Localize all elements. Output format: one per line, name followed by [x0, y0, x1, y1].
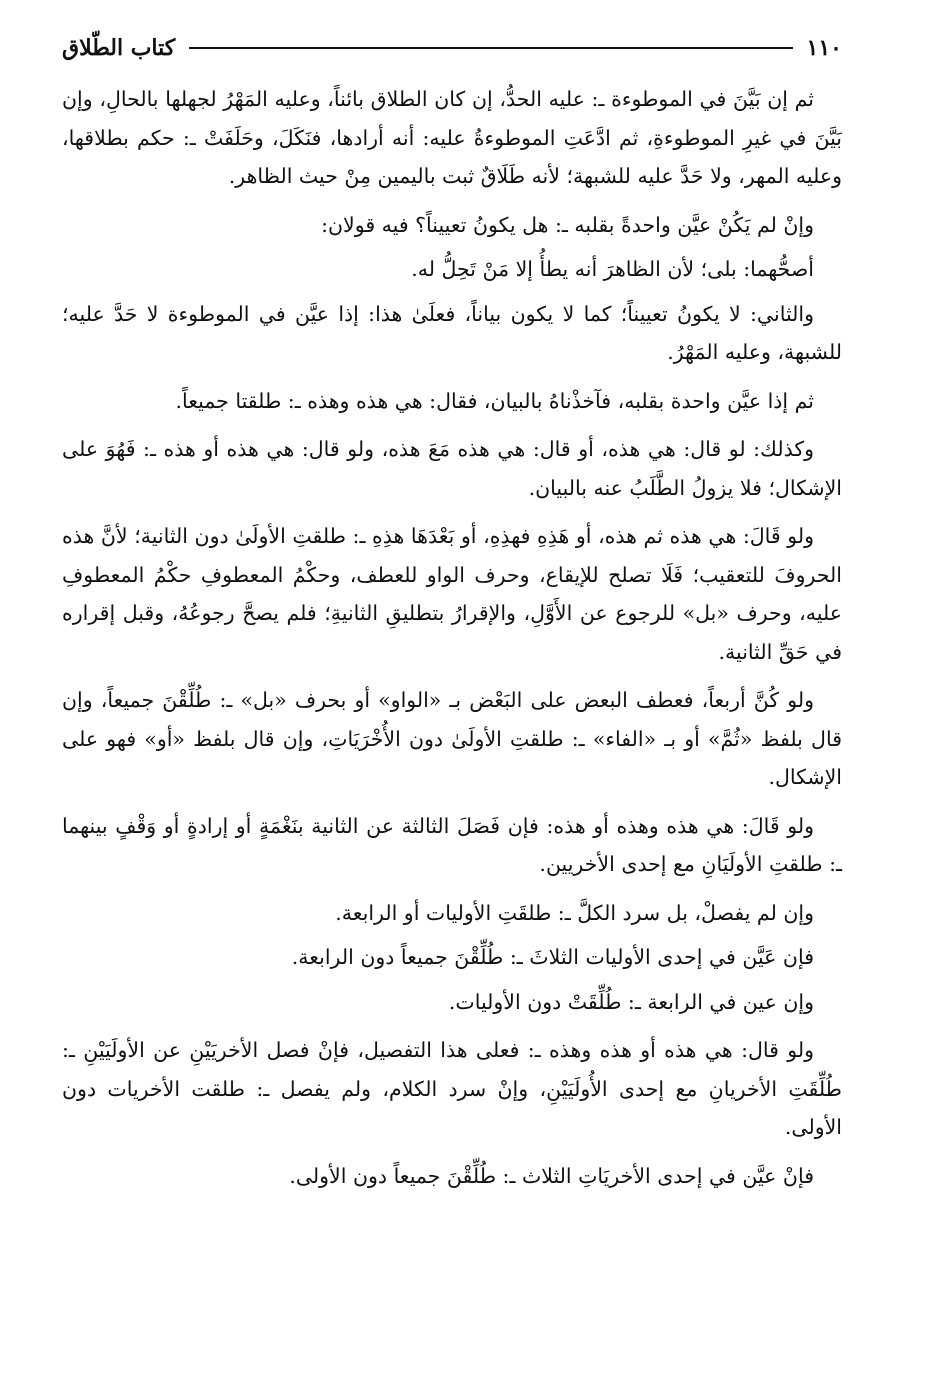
paragraph: ولو قَالَ: هي هذه وهذه أو هذه: فإن فَصَلَ الثالثة عن الثانية بنَغْمَةٍ أو إرادةٍ أو وَقْفٍ بينهما ـ: طلقتِ الأولَيَانِ مع إحدى الأخريين. [62, 813, 842, 876]
paragraph: وكذلك: لو قال: هي هذه، أو قال: هي هذه مَعَ هذه، ولو قال: هي هذه أو هذه ـ: فَهُوَ على الإشكال؛ فلا يزولُ الطَّلَبُ عنه بالبيان. [62, 437, 842, 500]
page-number: ١١٠ [806, 35, 842, 61]
paragraph: ولو قَالَ: هي هذه ثم هذه، أو هَذِهِ فهذِهِ، أو بَعْدَهَا هذِهِ ـ: طلقتِ الأولَىٰ دون الثانية؛ لأنَّ هذه الحروفَ للتعقيب؛ فَلَا تصلح للإيقاع، وحرف الواو للعطف، وحكْمُ المعطوفِ حكْمُ المعطوفِ عليه، وحرف «بل» للرجوع عن الأَوَّلِ، والإقرارُ بتطليقِ الثانيةِ؛ فلم يصحَّ رجوعُهُ، وقبل إقراره في حَقِّ الثانية. [62, 524, 842, 664]
paragraph: ولو قال: هي هذه أو هذه وهذه ـ: فعلى هذا التفصيل، فإنْ فصل الأخريَيْنِ عن الأولَيَيْنِ ـ: طُلِّقَتِ الأخريانِ مع إحدى الأُولَيَيْنِ، وإنْ سرد الكلام، ولم يفصل ـ: طلقت الأخريات دون الأولى. [62, 1038, 842, 1139]
paragraph: وإن لم يفصلْ، بل سرد الكلَّ ـ: طلقَتِ الأوليات أو الرابعة. [335, 900, 814, 925]
paragraph: فإن عَيَّن في إحدى الأوليات الثلاثَ ـ: طُلِّقْنَ جميعاً دون الرابعة. [291, 945, 814, 969]
paragraph: ثم إذا عيَّن واحدة بقلبه، فآخذْناهُ بالبيان، فقال: هي هذه وهذه ـ: طلقتا جميعاً. [175, 388, 814, 413]
paragraph: ثم إن بَيَّنَ في الموطوءة ـ: عليه الحدُّ، إن كان الطلاق بائناً، وعليه المَهْرُ لجهلها بالحالِ، وإن بَيَّنَ في غيرِ الموطوءةِ، ثم ادَّعَتِ الموطوءةُ عليه: أنه أرادها، فنَكَلَ، وحَلَفَتْ ـ: حكم بطلاقها، وعليه المهر، ولا حَدَّ عليه للشبهة؛ لأنه طَلَاقٌ ثبت باليمين مِنْ حيث الظاهر. [62, 87, 842, 188]
paragraph: وإنْ لم يَكُنْ عيَّن واحدةً بقلبه ـ: هل يكونُ تعييناً؟ فيه قولان: [321, 212, 814, 237]
page-header [62, 30, 842, 66]
page-body [62, 80, 842, 1195]
paragraph: أصحُّهما: بلى؛ لأن الظاهرَ أنه يطأُ إلا مَنْ تَحِلُّ له. [411, 257, 814, 281]
paragraph: ولو كُنَّ أربعاً، فعطف البعض على البَعْض بـ «الواو» أو بحرف «بل» ـ: طُلِّقْنَ جميعاً، وإن قال بلفظ «ثُمَّ» أو بـ «الفاء» ـ: طلقتِ الأولَىٰ دون الأُخْرَيَاتِ، وإن قال بلفظ «أو» فهو على الإشكال. [62, 688, 842, 789]
paragraph: وإن عين في الرابعة ـ: طُلِّقَتْ دون الأوليات. [448, 989, 814, 1014]
paragraph: والثاني: لا يكونُ تعييناً؛ كما لا يكون بياناً، فعلَىٰ هذا: إذا عيَّن في الموطوءة لا حَدَّ عليه؛ للشبهة، وعليه المَهْرُ. [62, 301, 842, 364]
paragraph: فإنْ عيَّن في إحدى الأخريَاتِ الثلاث ـ: طُلِّقْنَ جميعاً دون الأولى. [289, 1163, 814, 1188]
running-title: كتاب الطّلاق [62, 35, 176, 61]
header-rule [189, 47, 792, 49]
book-page [62, 30, 842, 1205]
